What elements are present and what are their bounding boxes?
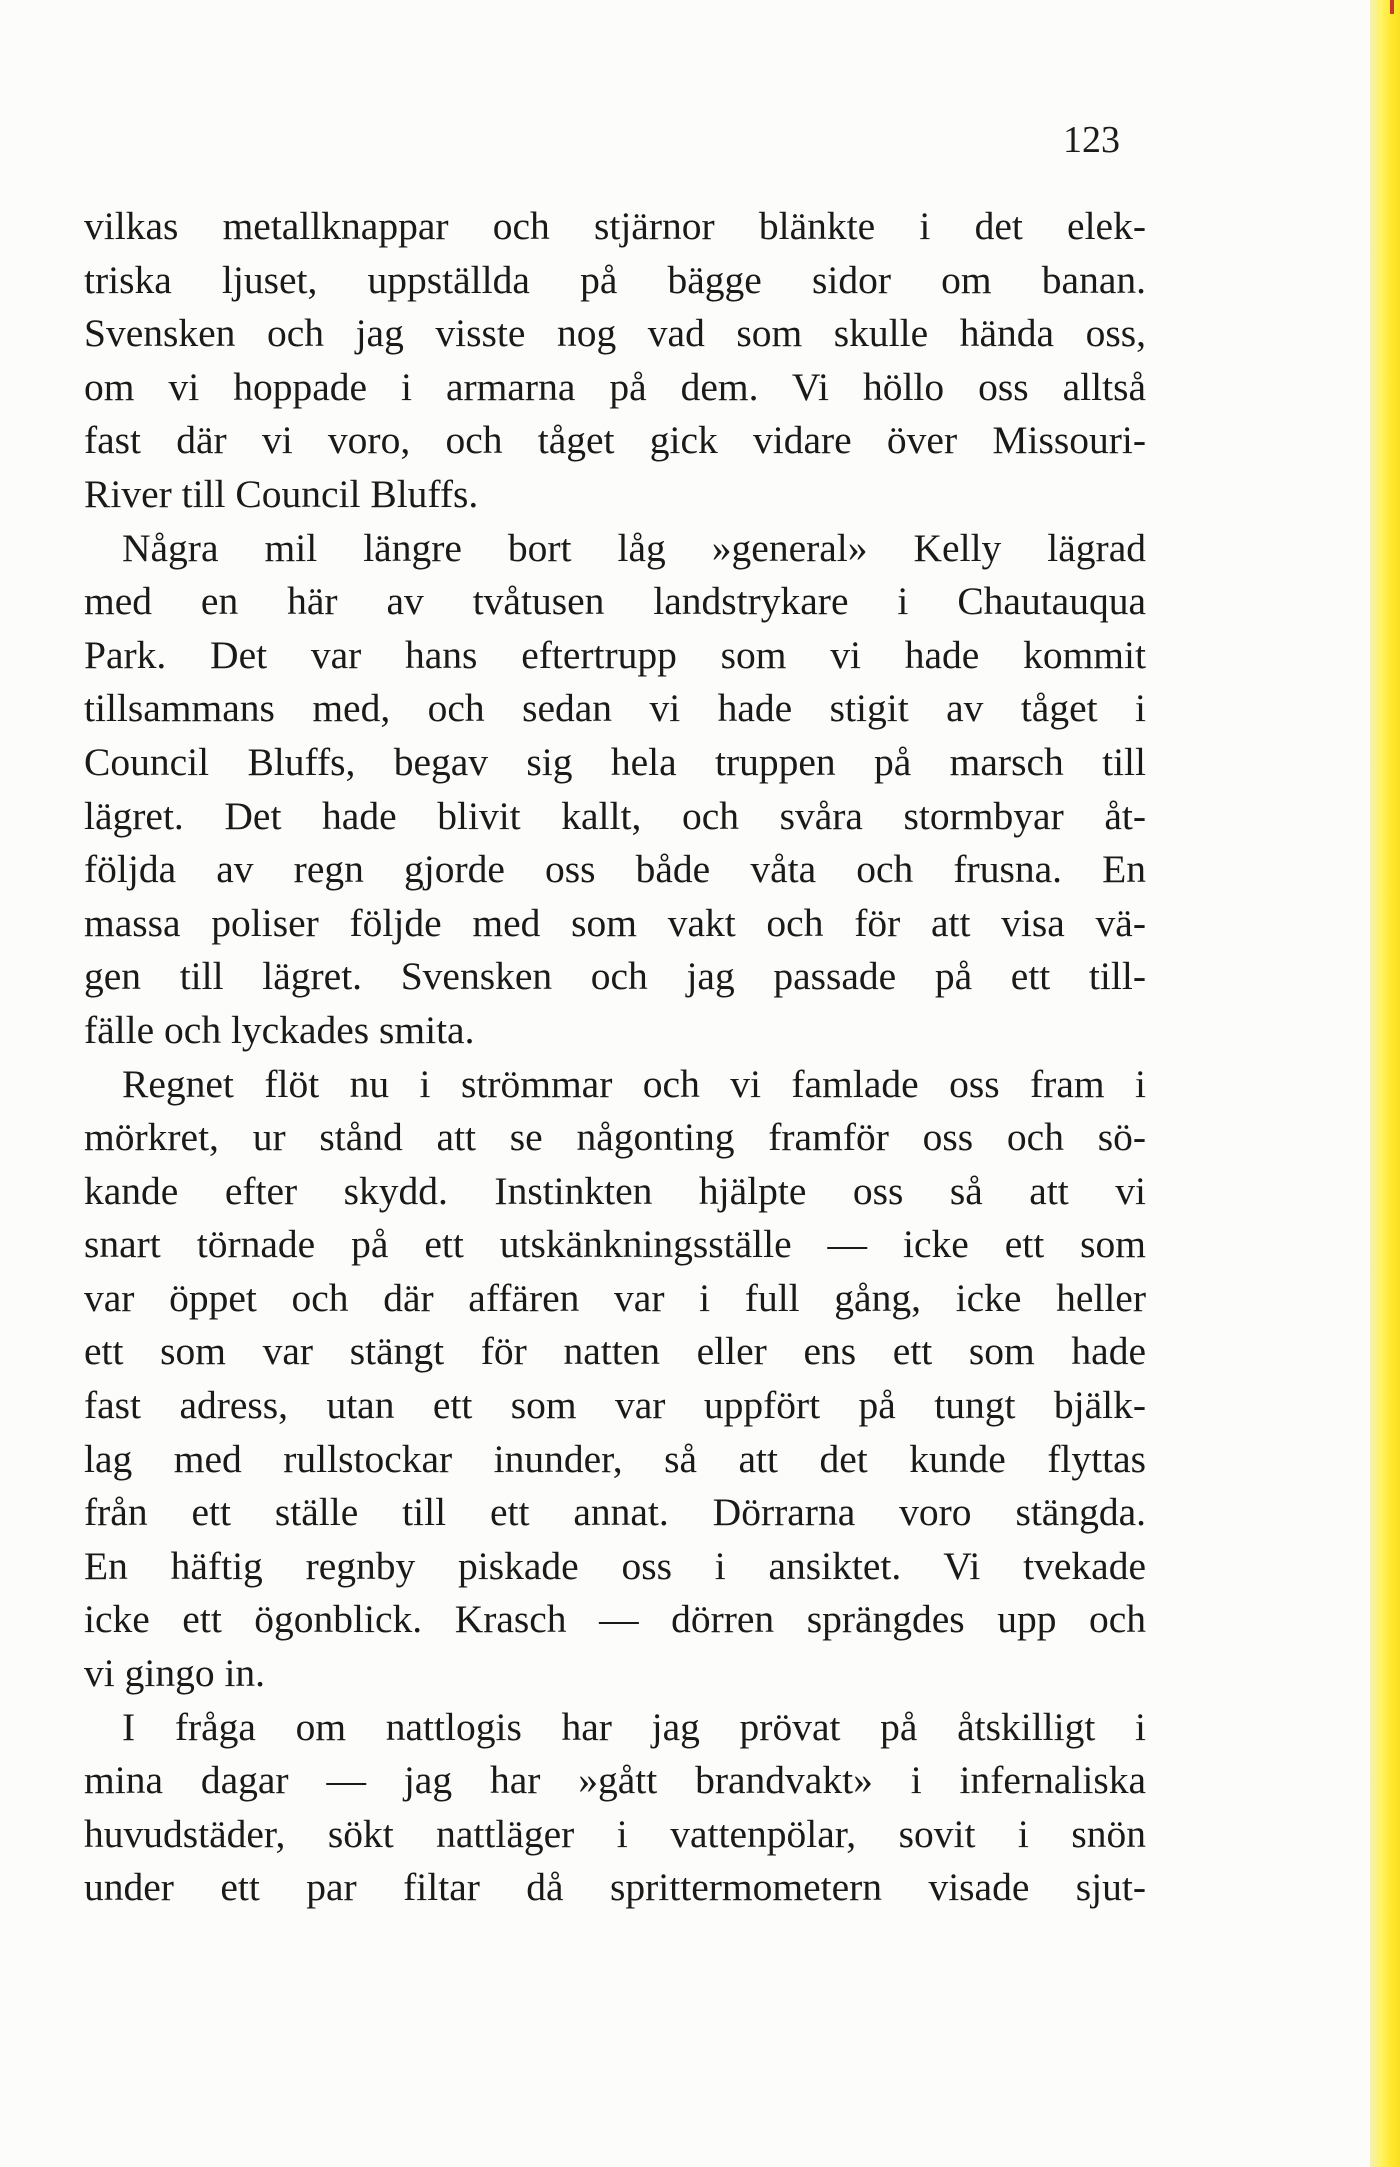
text-line: under ett par filtar då sprittermometern visade sjut- [84, 1865, 1146, 1910]
text-line: från ett ställe till ett annat. Dörrarna voro stängda. [84, 1490, 1146, 1535]
text-line: lag med rullstockar inunder, så att det kunde flyttas [84, 1436, 1146, 1481]
text-line: Några mil längre bort låg »general» Kelly lägrad [122, 525, 1146, 570]
text-line: icke ett ögonblick. Krasch — dörren sprängdes upp och [84, 1597, 1146, 1642]
text-line: ett som var stängt för natten eller ens ett som hade [84, 1329, 1146, 1374]
text-line: kande efter skydd. Instinkten hjälpte oss så att vi [84, 1168, 1146, 1213]
text-line: mörkret, ur stånd att se någonting framför oss och sö- [84, 1115, 1146, 1160]
page-edge-mark [1390, 0, 1394, 14]
text-line: var öppet och där affären var i full gång, icke heller [84, 1275, 1146, 1320]
text-line: Svensken och jag visste nog vad som skulle hända oss, [84, 311, 1146, 356]
text-line: huvudstäder, sökt nattläger i vattenpölar, sovit i snön [84, 1811, 1146, 1856]
text-line: snart törnade på ett utskänkningsställe — icke ett som [84, 1222, 1146, 1267]
text-line: River till Council Bluffs. [84, 471, 479, 516]
text-line: vilkas metallknappar och stjärnor blänkte i det elek- [84, 204, 1146, 248]
text-line: fast adress, utan ett som var uppfört på tungt bjälk- [84, 1383, 1146, 1428]
text-line: fast där vi voro, och tåget gick vidare över Missouri- [84, 418, 1146, 463]
text-line: följda av regn gjorde oss både våta och frusna. En [84, 847, 1146, 892]
text-line: med en här av tvåtusen landstrykare i Chautauqua [84, 579, 1146, 624]
text-line: En häftig regnby piskade oss i ansiktet. Vi tvekade [84, 1543, 1146, 1588]
text-line: mina dagar — jag har »gått brandvakt» i infernaliska [84, 1758, 1146, 1803]
text-line: Council Bluffs, begav sig hela truppen på marsch till [84, 739, 1146, 784]
page-edge-highlight [1370, 0, 1400, 2167]
text-line: lägret. Det hade blivit kallt, och svåra stormbyar åt- [84, 793, 1146, 838]
text-line: Regnet flöt nu i strömmar och vi famlade oss fram i [122, 1061, 1146, 1106]
text-line: fälle och lyckades smita. [84, 1007, 475, 1052]
page-number: 123 [1063, 119, 1120, 161]
text-line: vi gingo in. [84, 1651, 266, 1696]
text-line: massa poliser följde med som vakt och för att visa vä- [84, 900, 1146, 945]
text-line: tillsammans med, och sedan vi hade stigit av tåget i [84, 686, 1146, 731]
text-line: I fråga om nattlogis har jag prövat på åtskilligt i [122, 1704, 1146, 1749]
body-text [84, 200, 1146, 1915]
text-line: gen till lägret. Svensken och jag passade på ett till- [84, 954, 1146, 999]
text-line: om vi hoppade i armarna på dem. Vi höllo oss alltså [84, 364, 1146, 409]
text-line: triska ljuset, uppställda på bägge sidor om banan. [84, 257, 1146, 302]
text-line: Park. Det var hans eftertrupp som vi hade kommit [84, 632, 1146, 677]
